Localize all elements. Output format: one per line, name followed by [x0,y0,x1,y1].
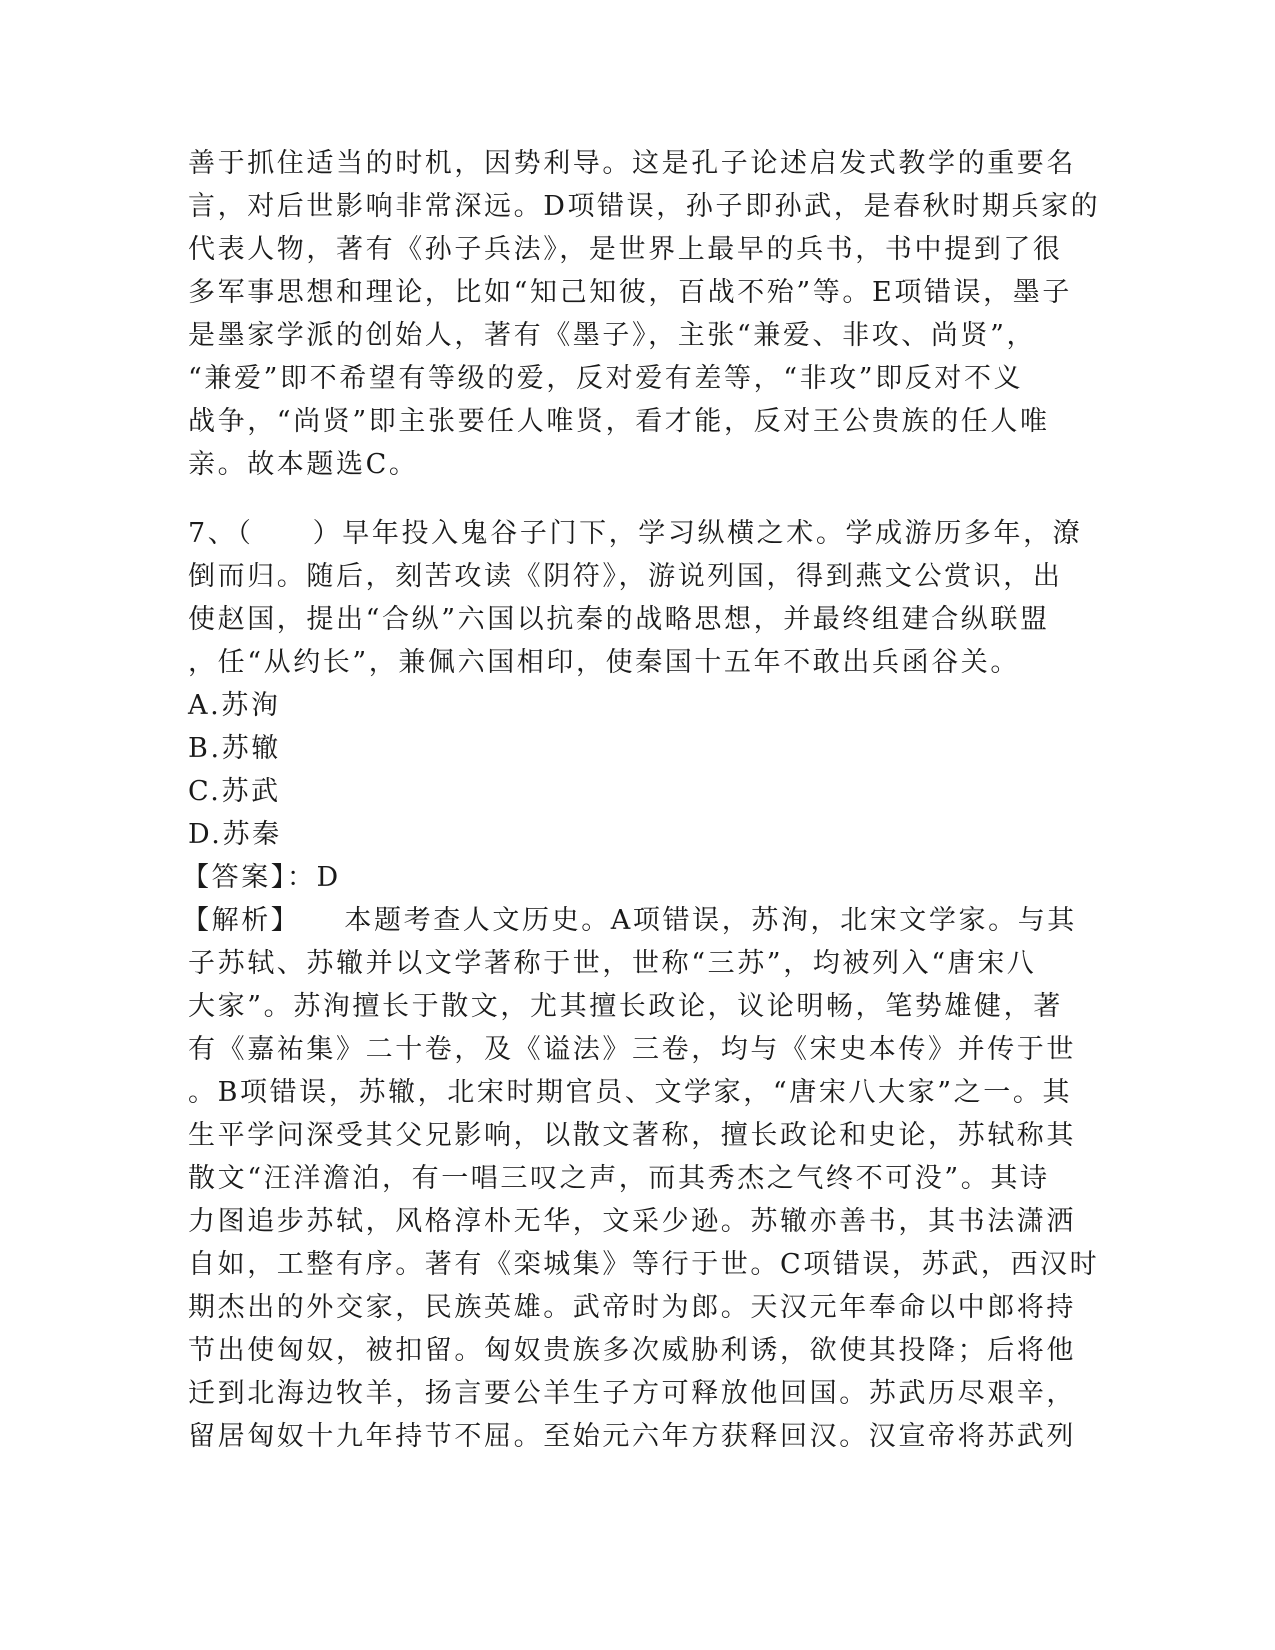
text-line: 善于抓住适当的时机，因势利导。这是孔子论述启发式教学的重要名 [188,148,1076,179]
analysis-line: 自如，工整有序。著有《栾城集》等行于世。C项错误，苏武，西汉时 [188,1249,1100,1280]
answer-value: ：D [286,862,341,893]
text-line: “兼爱”即不希望有等级的爱，反对爱有差等，“非攻”即反对不义 [188,363,1024,394]
question-stem-line: 倒而归。随后，刻苦攻读《阴符》，游说列国，得到燕文公赏识，出 [188,561,1063,592]
analysis-line: 散文“汪洋澹泊，有一唱三叹之声，而其秀杰之气终不可没”。其诗 [188,1163,1050,1194]
answer-line [182,858,1082,900]
analysis-text: 本题考查人文历史。A项错误，苏洵，北宋文学家。与其 [344,905,1077,936]
text-line: 多军事思想和理论，比如“知己知彼，百战不殆”等。E项错误，墨子 [188,277,1072,308]
analysis-first-line [182,901,1082,943]
option-d: D.苏秦 [188,819,282,850]
answer-label: 【答案】 [182,862,287,893]
analysis-line: 节出使匈奴，被扣留。匈奴贵族多次威胁利诱，欲使其投降；后将他 [188,1335,1076,1366]
analysis-line: 生平学问深受其父兄影响，以散文著称，擅长政论和史论，苏轼称其 [188,1120,1076,1151]
text-line: 是墨家学派的创始人，著有《墨子》，主张“兼爱、非攻、尚贤”， [188,320,1037,351]
analysis-line: 期杰出的外交家，民族英雄。武帝时为郎。天汉元年奉命以中郎将持 [188,1292,1076,1323]
option-b: B.苏辙 [188,733,281,764]
option-c: C.苏武 [188,776,281,807]
analysis-label: 【解析】 [182,905,301,936]
analysis-line: 迁到北海边牧羊，扬言要公羊生子方可释放他回国。苏武历尽艰辛， [188,1378,1076,1409]
text-line: 代表人物，著有《孙子兵法》，是世界上最早的兵书，书中提到了很 [188,234,1063,265]
option-a: A.苏洵 [188,690,281,721]
text-line: 亲。故本题选C。 [188,449,419,480]
question-stem-line: 7、（ ）早年投入鬼谷子门下，学习纵横之术。学成游历多年，潦 [188,518,1083,549]
analysis-line: 。B项错误，苏辙，北宋时期官员、文学家，“唐宋八大家”之一。其 [188,1077,1073,1108]
analysis-line: 子苏轼、苏辙并以文学著称于世，世称“三苏”，均被列入“唐宋八 [188,948,1037,979]
analysis-line: 大家”。苏洵擅长于散文，尤其擅长政论，议论明畅，笔势雄健，著 [188,991,1063,1022]
text-line: 战争，“尚贤”即主张要任人唯贤，看才能，反对王公贵族的任人唯 [188,406,1050,437]
text-line: 言，对后世影响非常深远。D项错误，孙子即孙武，是春秋时期兵家的 [188,191,1101,222]
analysis-line: 力图追步苏轼，风格淳朴无华，文采少逊。苏辙亦善书，其书法潇洒 [188,1206,1076,1237]
question-stem-line: 使赵国，提出“合纵”六国以抗秦的战略思想，并最终组建合纵联盟 [188,604,1050,635]
question-stem-line: ，任“从约长”，兼佩六国相印，使秦国十五年不敢出兵函谷关。 [188,647,1021,678]
analysis-line: 有《嘉祐集》二十卷，及《谥法》三卷，均与《宋史本传》并传于世 [188,1034,1076,1065]
analysis-line: 留居匈奴十九年持节不屈。至始元六年方获释回汉。汉宣帝将苏武列 [188,1421,1076,1452]
